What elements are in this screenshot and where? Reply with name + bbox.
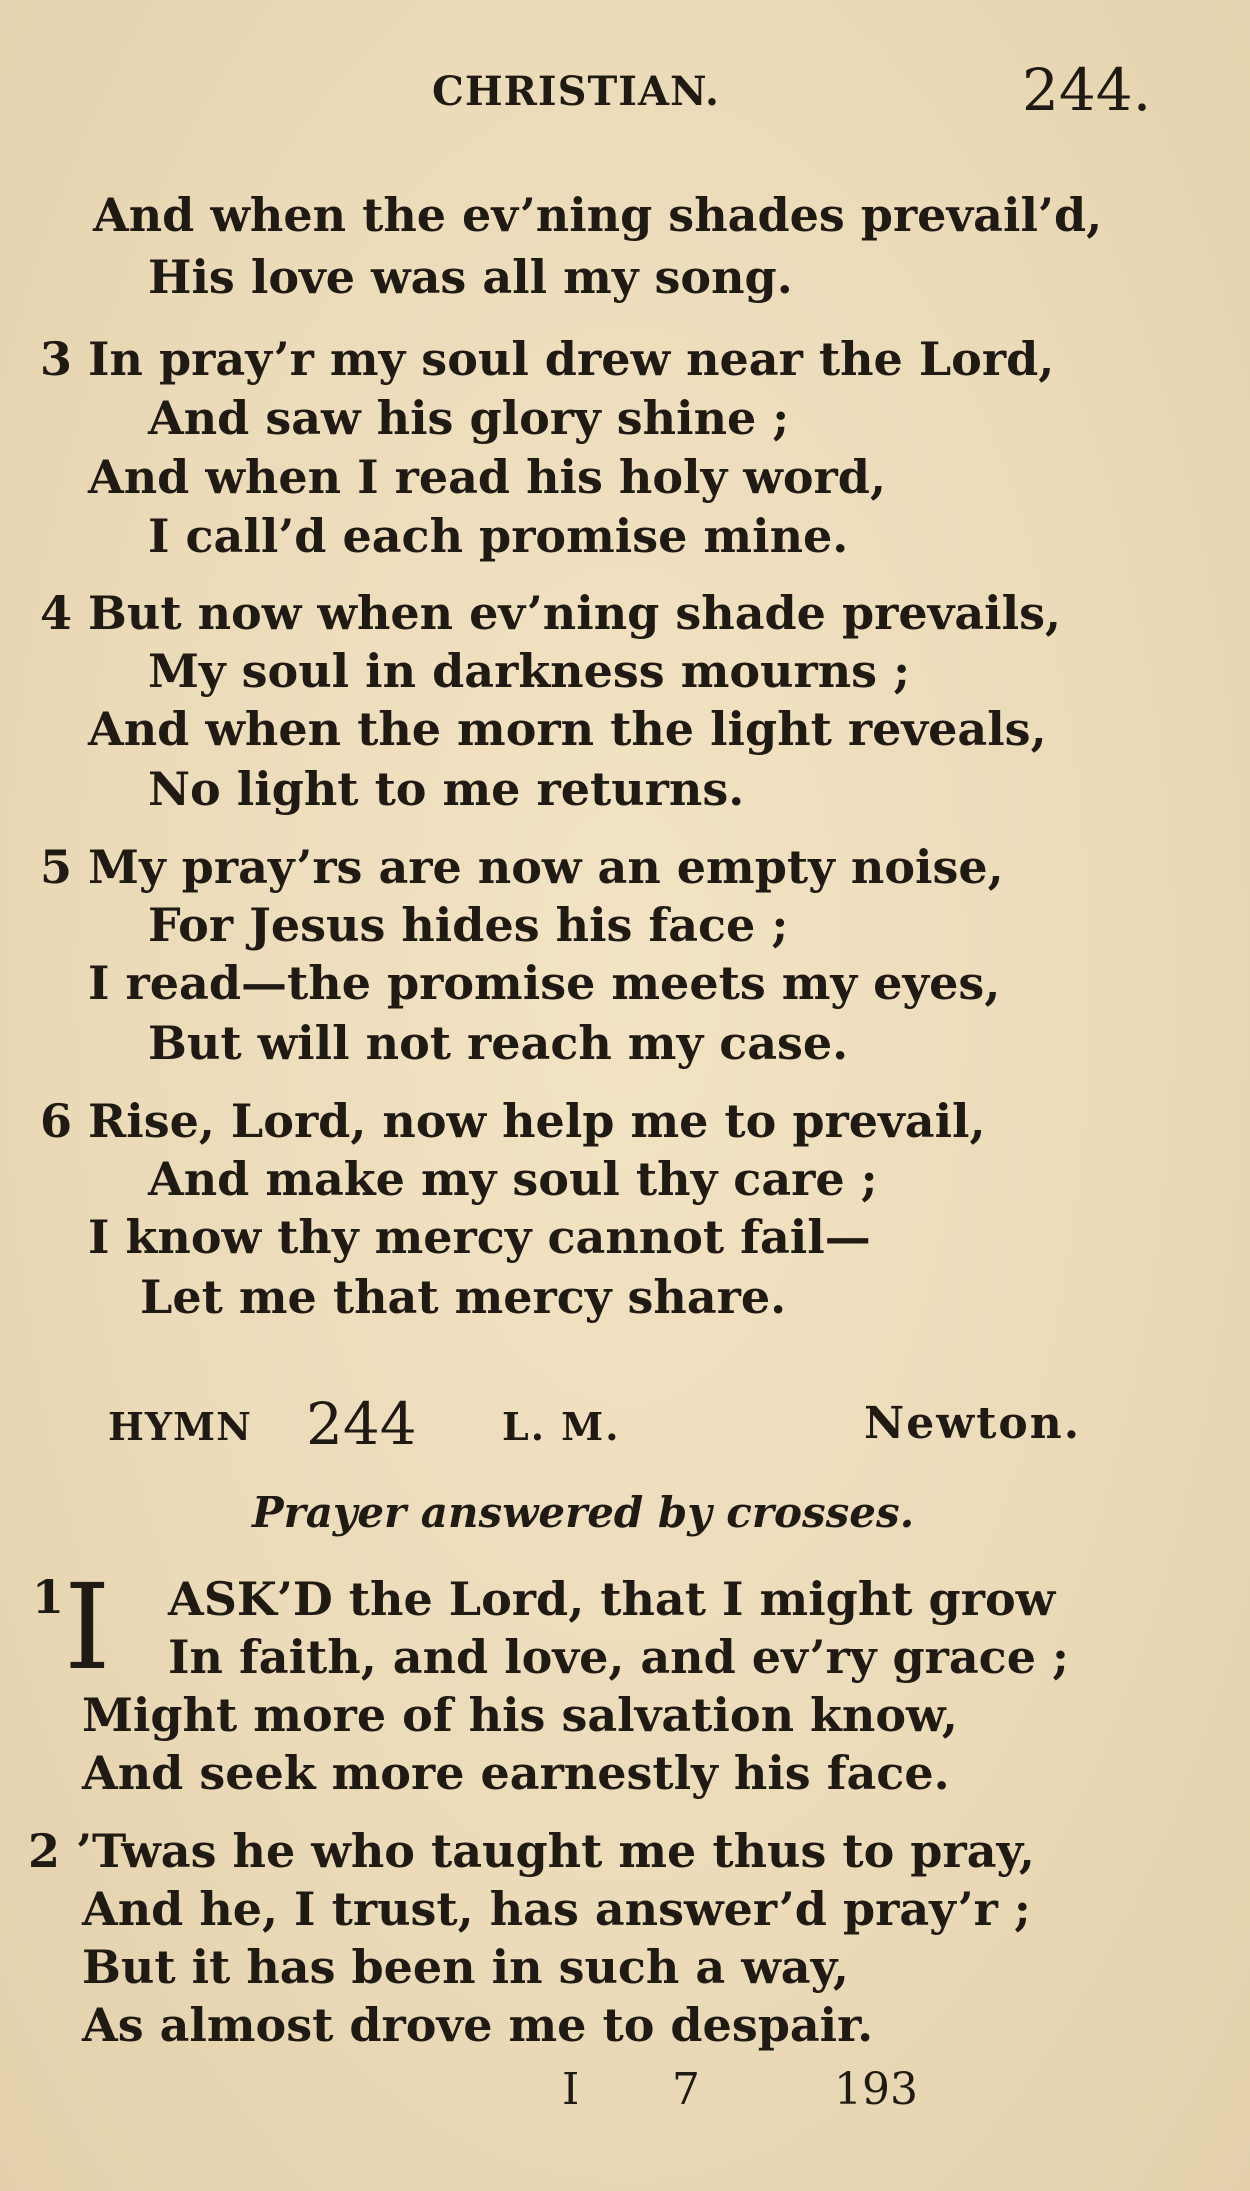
hymn-line: My soul in darkness mourns ; [148,644,911,698]
hymn-meter: L. M. [502,1404,621,1449]
signature-mark: 7 [672,2064,700,2115]
hymn-line: Might more of his salvation know, [82,1688,958,1742]
hymn-line: No light to me returns. [148,762,745,816]
hymn-number: 244 [306,1390,417,1458]
hymn-subtitle: Prayer answered by crosses. [252,1488,915,1537]
hymn-line: And saw his glory shine ; [148,391,790,445]
hymn-line: I read—the promise meets my eyes, [88,956,1001,1010]
hymn-line: And when the ev’ning shades prevail’d, [93,188,1103,242]
hymn-author: Newton. [864,1398,1082,1449]
verse-start-line: 6 Rise, Lord, now help me to prevail, [40,1094,986,1148]
hymn-line: Let me that mercy share. [140,1270,787,1324]
hymn-line: But it has been in such a way, [82,1940,849,1994]
hymn-line: I know thy mercy cannot fail— [88,1210,871,1264]
signature-mark: 193 [834,2064,918,2115]
hymn-line: As almost drove me to despair. [82,1998,874,2052]
hymn-line: For Jesus hides his face ; [148,898,789,952]
verse-start-line: 3 In pray’r my soul drew near the Lord, [40,332,1055,386]
drop-cap: I [64,1558,111,1696]
running-head: CHRISTIAN. [432,68,720,115]
verse-number: 1 [32,1570,65,1624]
hymn-line: In faith, and love, and ev’ry grace ; [168,1630,1069,1684]
page-number: 244. [1022,56,1152,124]
hymn-line: And when I read his holy word, [88,450,886,504]
hymn-label: HYMN [108,1404,252,1449]
hymn-line: I call’d each promise mine. [148,509,849,563]
verse-start-line: 5 My pray’rs are now an empty noise, [40,840,1004,894]
hymn-line: And seek more earnestly his face. [82,1746,950,1800]
hymn-line: And he, I trust, has answer’d pray’r ; [82,1882,1031,1936]
verse-start-line: 4 But now when ev’ning shade prevails, [40,586,1062,640]
verse-start-line: 2 ’Twas he who taught me thus to pray, [28,1824,1035,1878]
hymn-line: And make my soul thy care ; [148,1152,878,1206]
hymn-line: And when the morn the light reveals, [88,702,1047,756]
hymn-line: ASK’D the Lord, that I might grow [168,1572,1056,1626]
signature-mark: I [562,2064,580,2115]
hymn-line: His love was all my song. [148,250,793,304]
hymn-line: But will not reach my case. [148,1016,849,1070]
